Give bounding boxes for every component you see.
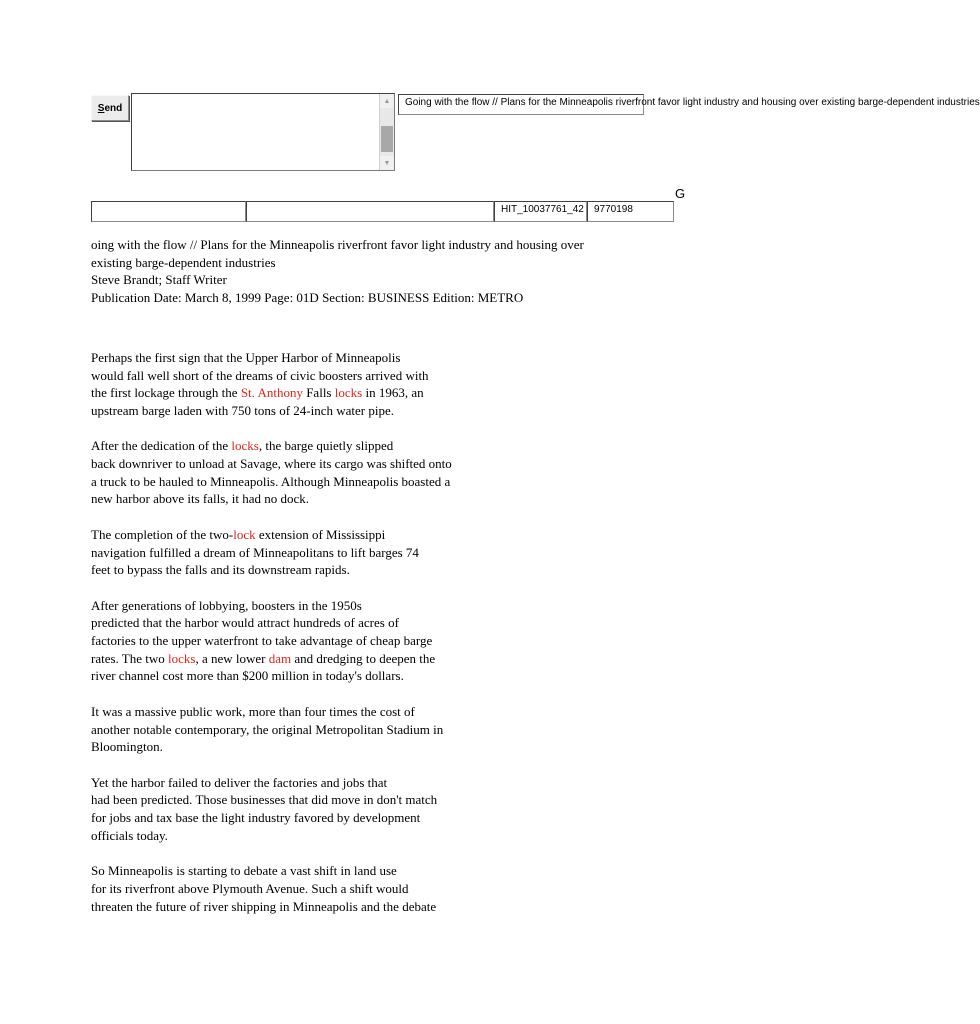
paragraph-line: [91, 791, 711, 809]
paragraph-line: [91, 437, 711, 455]
headline-line-2: existing barge-dependent industries: [91, 254, 276, 270]
paragraph-line: [91, 349, 711, 367]
send-button[interactable]: [91, 95, 129, 121]
text-segment: predicted that the harbor would attract hundreds of acres of: [91, 615, 399, 631]
text-segment: The completion of the two-: [91, 526, 234, 542]
paragraph-line: [91, 898, 711, 916]
paragraph-line: [91, 473, 711, 491]
text-segment: upstream barge laden with 750 tons of 24-inch water pipe.: [91, 402, 395, 418]
text-segment: Falls: [302, 385, 335, 401]
scroll-down-arrow-icon[interactable]: ▼: [380, 156, 394, 170]
article-paragraph: [91, 774, 711, 845]
doc-id-field[interactable]: 9770198: [587, 201, 674, 222]
text-segment: Yet the harbor failed to deliver the factories and jobs that: [91, 774, 388, 790]
paragraph-line: [91, 490, 711, 508]
article-paragraph: [91, 437, 711, 508]
text-segment: navigation fulfilled a dream of Minneapolitans to lift barges 74: [91, 544, 419, 560]
text-segment: a truck to be hauled to Minneapolis. Although Minneapolis boasted a: [91, 473, 451, 489]
highlighted-term: locks: [168, 650, 196, 666]
text-segment: Bloomington.: [91, 739, 163, 755]
paragraph-line: [91, 667, 711, 685]
send-label: [98, 103, 122, 114]
scroll-up-arrow-icon[interactable]: ▲: [380, 94, 394, 108]
g-glyph: G: [675, 186, 686, 201]
message-textarea[interactable]: [131, 93, 395, 171]
text-segment: extension of Mississippi: [255, 526, 386, 542]
byline: Steve Brandt; Staff Writer: [91, 272, 227, 288]
paragraph-line: [91, 738, 711, 756]
text-segment: would fall well short of the dreams of civic boosters arrived with: [91, 367, 429, 383]
paragraph-line: [91, 455, 711, 473]
highlighted-term: lock: [233, 526, 256, 542]
highlighted-term: dam: [268, 650, 292, 666]
article-paragraph: [91, 597, 711, 686]
text-segment: , a new lower: [195, 650, 269, 666]
paragraph-line: [91, 384, 711, 402]
paragraph-line: [91, 703, 711, 721]
highlighted-term: locks: [231, 438, 259, 454]
text-segment: Perhaps the first sign that the Upper Harbor of Minneapolis: [91, 349, 401, 365]
article-paragraph: [91, 526, 711, 579]
text-segment: After the dedication of the: [91, 438, 232, 454]
text-segment: , the barge quietly slipped: [258, 438, 394, 454]
text-segment: for its riverfront above Plymouth Avenue. Such a shift would: [91, 880, 409, 896]
highlighted-term: locks: [334, 385, 363, 401]
paragraph-line: [91, 614, 711, 632]
send-label-rest: end: [104, 102, 123, 114]
paragraph-line: [91, 597, 711, 615]
paragraph-line: [91, 774, 711, 792]
scroll-thumb[interactable]: [381, 126, 393, 152]
text-segment: river channel cost more than $200 million in today's dollars.: [91, 668, 404, 684]
title-field[interactable]: Going with the flow // Plans for the Minneapolis riverfront favor light industry and housing over existing barge-dependent industries: [398, 94, 644, 115]
article-paragraph: [91, 862, 711, 915]
paragraph-line: [91, 367, 711, 385]
text-segment: threaten the future of river shipping in Minneapolis and the debate: [91, 898, 437, 914]
text-segment: After generations of lobbying, boosters in the 1950s: [91, 597, 362, 613]
paragraph-line: [91, 827, 711, 845]
highlighted-term: St. Anthony: [240, 385, 303, 401]
paragraph-line: [91, 809, 711, 827]
hit-id-field[interactable]: HIT_10037761_42: [494, 201, 587, 222]
text-segment: for jobs and tax base the light industry favored by development: [91, 810, 421, 826]
paragraph-line: [91, 862, 711, 880]
paragraph-line: [91, 544, 711, 562]
paragraph-line: [91, 650, 711, 668]
text-segment: officials today.: [91, 827, 168, 843]
text-segment: It was a massive public work, more than four times the cost of: [91, 703, 415, 719]
article-paragraph: [91, 703, 711, 756]
text-segment: new harbor above its falls, it had no dock.: [91, 491, 310, 507]
text-segment: feet to bypass the falls and its downstream rapids.: [91, 562, 350, 578]
article-paragraph: [91, 349, 711, 420]
send-accesskey: S: [97, 102, 105, 114]
text-segment: rates. The two: [91, 650, 169, 666]
paragraph-line: [91, 632, 711, 650]
paragraph-line: [91, 526, 711, 544]
paragraph-line: [91, 880, 711, 898]
text-segment: factories to the upper waterfront to take advantage of cheap barge: [91, 633, 433, 649]
text-segment: another notable contemporary, the original Metropolitan Stadium in: [91, 721, 444, 737]
paragraph-line: [91, 561, 711, 579]
text-segment: the first lockage through the: [91, 385, 241, 401]
article-body: [91, 349, 711, 915]
empty-field-1[interactable]: [91, 201, 246, 222]
textarea-scrollbar[interactable]: [379, 94, 394, 170]
headline-line-1: oing with the flow // Plans for the Minneapolis riverfront favor light industry and housing over: [91, 237, 584, 252]
text-segment: had been predicted. Those businesses that did move in don't match: [91, 792, 438, 808]
article: [91, 236, 711, 915]
paragraph-line: [91, 402, 711, 420]
empty-field-2[interactable]: [246, 201, 494, 222]
publication-info: Publication Date: March 8, 1999 Page: 01D Section: BUSINESS Edition: METRO: [91, 290, 524, 306]
paragraph-line: [91, 721, 711, 739]
text-segment: in 1963, an: [362, 385, 424, 401]
text-segment: So Minneapolis is starting to debate a vast shift in land use: [91, 863, 397, 879]
text-segment: back downriver to unload at Savage, where its cargo was shifted onto: [91, 456, 452, 472]
text-segment: and dredging to deepen the: [291, 650, 436, 666]
